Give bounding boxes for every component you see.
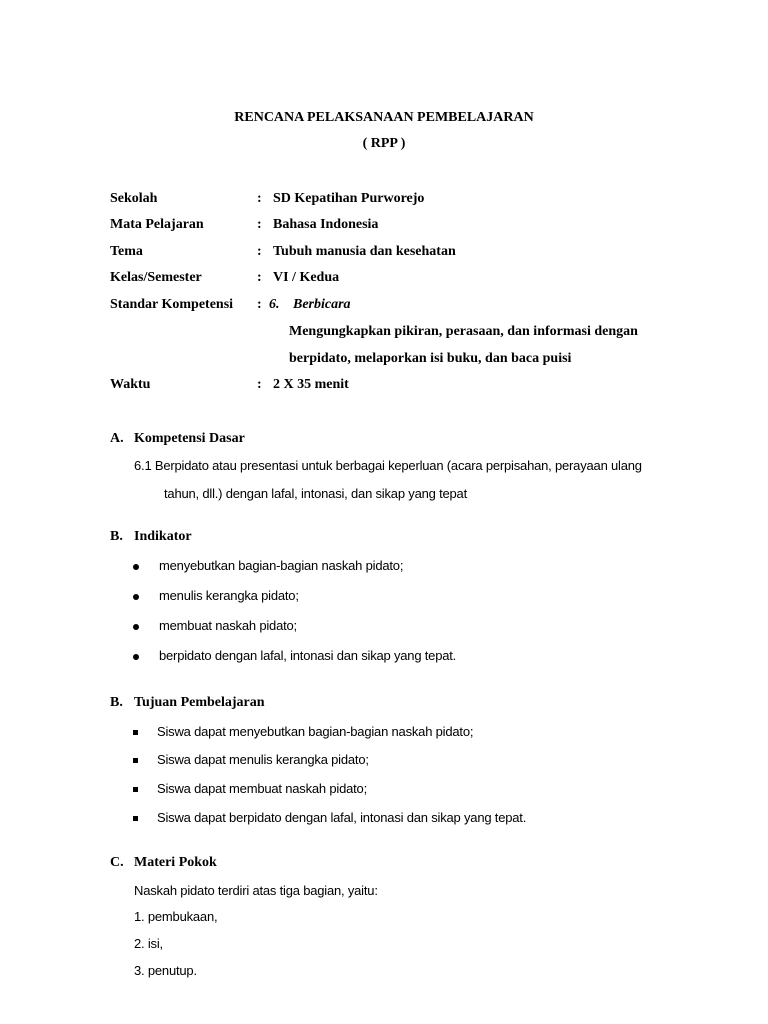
colon: : (257, 297, 262, 312)
indikator-item: menyebutkan bagian-bagian naskah pidato; (159, 558, 404, 573)
tujuan-item: Siswa dapat menulis kerangka pidato; (157, 752, 369, 767)
identity-value: VI / Kedua (273, 270, 340, 285)
section-title: Materi Pokok (134, 855, 217, 870)
square-bullet-icon (133, 787, 138, 792)
indikator-item: berpidato dengan lafal, intonasi dan sikap yang tepat. (159, 648, 457, 663)
materi-intro: Naskah pidato terdiri atas tiga bagian, yaitu: (134, 883, 378, 898)
colon: : (257, 191, 262, 206)
colon: : (257, 244, 262, 259)
waktu-value: 2 X 35 menit (273, 377, 349, 392)
standar-kompetensi-desc-line1: Mengungkapkan pikiran, perasaan, dan informasi dengan (289, 324, 638, 339)
identity-label: Sekolah (110, 191, 158, 206)
section-letter: A. (110, 431, 124, 446)
kompetensi-dasar-line2: tahun, dll.) dengan lafal, intonasi, dan sikap yang tepat (164, 486, 467, 501)
identity-label: Tema (110, 244, 143, 259)
standar-kompetensi-number: 6. (269, 297, 280, 312)
section-title: Kompetensi Dasar (134, 431, 245, 446)
tujuan-item: Siswa dapat berpidato dengan lafal, intonasi dan sikap yang tepat. (157, 810, 527, 825)
standar-kompetensi-desc-line2: berpidato, melaporkan isi buku, dan baca puisi (289, 351, 572, 366)
document-title: RENCANA PELAKSANAAN PEMBELAJARAN (234, 110, 534, 125)
standar-kompetensi-name: Berbicara (293, 297, 351, 312)
section-letter: C. (110, 855, 124, 870)
colon: : (257, 217, 262, 232)
identity-value: Bahasa Indonesia (273, 217, 379, 232)
tujuan-item: Siswa dapat membuat naskah pidato; (157, 781, 367, 796)
section-letter: B. (110, 695, 123, 710)
bullet-icon (133, 654, 139, 660)
bullet-icon (133, 564, 139, 570)
bullet-icon (133, 624, 139, 630)
waktu-label: Waktu (110, 377, 151, 392)
square-bullet-icon (133, 816, 138, 821)
identity-label: Kelas/Semester (110, 270, 202, 285)
identity-label: Mata Pelajaran (110, 217, 204, 232)
section-title: Indikator (134, 529, 192, 544)
section-title: Tujuan Pembelajaran (134, 695, 265, 710)
document-subtitle: ( RPP ) (362, 136, 406, 151)
indikator-item: menulis kerangka pidato; (159, 588, 299, 603)
bullet-icon (133, 594, 139, 600)
identity-value: Tubuh manusia dan kesehatan (273, 244, 456, 259)
materi-item: 2. isi, (134, 936, 163, 951)
section-letter: B. (110, 529, 123, 544)
square-bullet-icon (133, 758, 138, 763)
colon: : (257, 377, 262, 392)
standar-kompetensi-label: Standar Kompetensi (110, 297, 234, 312)
indikator-item: membuat naskah pidato; (159, 618, 297, 633)
colon: : (257, 270, 262, 285)
kompetensi-dasar-line1: 6.1 Berpidato atau presentasi untuk berbagai keperluan (acara perpisahan, perayaan ulang (134, 458, 642, 473)
square-bullet-icon (133, 730, 138, 735)
tujuan-item: Siswa dapat menyebutkan bagian-bagian naskah pidato; (157, 724, 474, 739)
identity-value: SD Kepatihan Purworejo (273, 191, 425, 206)
materi-item: 1. pembukaan, (134, 909, 218, 924)
materi-item: 3. penutup. (134, 963, 197, 978)
